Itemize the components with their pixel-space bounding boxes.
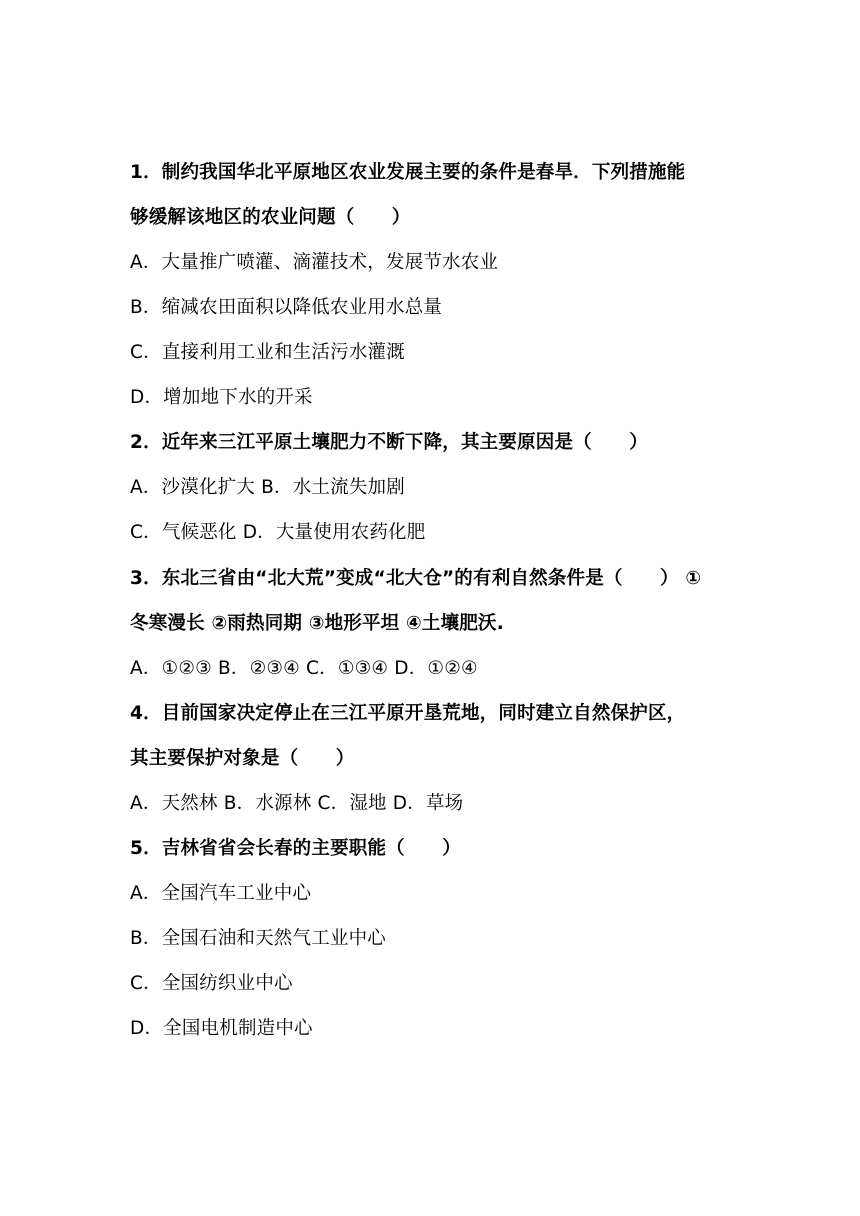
question-4-stem-line-2: 其主要保护对象是（ ） bbox=[130, 748, 355, 769]
question-1-option-d: D．增加地下水的开采 bbox=[130, 387, 313, 408]
question-2-options-cd: C．气候恶化 D．大量使用农药化肥 bbox=[130, 522, 426, 543]
question-1-option-c: C．直接利用工业和生活污水灌溉 bbox=[130, 342, 405, 363]
question-1-stem-line-2: 够缓解该地区的农业问题（ ） bbox=[130, 207, 411, 228]
question-3-options: A．①②③ B．②③④ C．①③④ D．①②④ bbox=[130, 658, 478, 679]
question-5-option-c: C．全国纺织业中心 bbox=[130, 973, 293, 994]
question-1-option-b: B．缩减农田面积以降低农业用水总量 bbox=[130, 297, 443, 318]
question-5-option-b: B．全国石油和天然气工业中心 bbox=[130, 928, 386, 949]
question-1-option-a: A．大量推广喷灌、滴灌技术，发展节水农业 bbox=[130, 252, 499, 273]
question-5-option-d: D．全国电机制造中心 bbox=[130, 1018, 313, 1039]
question-4-options: A．天然林 B．水源林 C．湿地 D．草场 bbox=[130, 793, 464, 814]
question-3-stem-line-2: 冬寒漫长 ②雨热同期 ③地形平坦 ④土壤肥沃. bbox=[130, 613, 504, 634]
question-5-stem-line-1: 5．吉林省省会长春的主要职能（ ） bbox=[130, 838, 461, 859]
question-2-stem-line-1: 2．近年来三江平原土壤肥力不断下降，其主要原因是（ ） bbox=[130, 432, 648, 453]
question-2-options-ab: A．沙漠化扩大 B．水土流失加剧 bbox=[130, 477, 405, 498]
question-5-option-a: A．全国汽车工业中心 bbox=[130, 883, 312, 904]
question-3-stem-line-1: 3．东北三省由“北大荒”变成“北大仓”的有利自然条件是（ ） ① bbox=[130, 568, 702, 589]
question-4-stem-line-1: 4．目前国家决定停止在三江平原开垦荒地，同时建立自然保护区， bbox=[130, 703, 686, 724]
question-1-stem-line-1: 1．制约我国华北平原地区农业发展主要的条件是春旱．下列措施能 bbox=[130, 162, 686, 183]
